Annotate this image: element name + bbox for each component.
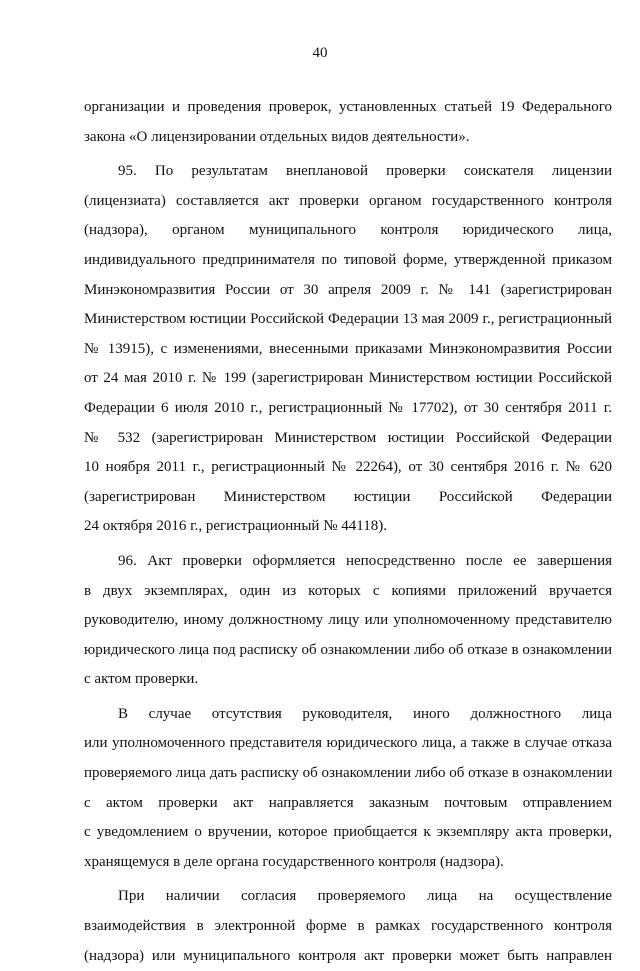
- text-line: Федерации 6 июля 2010 г., регистрационный № 17702), от 30 сентября 2011 г.: [84, 399, 612, 416]
- text-line: с актом проверки акт направляется заказным почтовым отправлением: [84, 794, 612, 811]
- text-line: в двух экземплярах, один из которых с копиями приложений вручается: [84, 582, 612, 599]
- text-line: (надзора), органом муниципального контроля юридического лица,: [84, 222, 612, 239]
- text-line: хранящемуся в деле органа государственного контроля (надзора).: [84, 853, 504, 870]
- text-line: взаимодействия в электронной форме в рамках государственного контроля: [84, 918, 612, 935]
- text-line: (зарегистрирован Министерством юстиции Российской Федерации: [84, 488, 612, 505]
- text-line: (лицензиата) составляется акт проверки органом государственного контроля: [84, 192, 612, 209]
- text-line: В случае отсутствия руководителя, иного должностного лица: [118, 705, 612, 722]
- paragraph: [84, 700, 612, 878]
- text-line: 95. По результатам внеплановой проверки соискателя лицензии: [118, 163, 612, 180]
- text-line: от 24 мая 2010 г. № 199 (зарегистрирован Министерством юстиции Российской: [84, 370, 612, 387]
- text-line: проверяемого лица дать расписку об ознакомлении либо об отказе в ознакомлении: [84, 765, 612, 782]
- text-line: с уведомлением о вручении, которое приобщается к экземпляру акта проверки,: [84, 824, 612, 841]
- text-line: Минэкономразвития России от 30 апреля 2009 г. № 141 (зарегистрирован: [84, 281, 612, 298]
- text-line: закона «О лицензировании отдельных видов деятельности».: [84, 128, 470, 145]
- text-line: 10 ноября 2011 г., регистрационный № 22264), от 30 сентября 2016 г. № 620: [84, 459, 612, 476]
- text-line: При наличии согласия проверяемого лица на осуществление: [118, 888, 612, 905]
- paragraph: [84, 93, 612, 152]
- text-line: Министерством юстиции Российской Федерации 13 мая 2009 г., регистрационный: [84, 311, 612, 328]
- text-line: № 13915), с изменениями, внесенными приказами Минэкономразвития России: [84, 340, 612, 357]
- text-line: организации и проведения проверок, установленных статьей 19 Федерального: [84, 99, 612, 115]
- paragraph: [84, 882, 612, 971]
- text-line: юридического лица под расписку об ознакомлении либо об отказе в ознакомлении: [84, 641, 612, 658]
- text-line: № 532 (зарегистрирован Министерством юстиции Российской Федерации: [84, 429, 612, 446]
- text-line: с актом проверки.: [84, 671, 199, 688]
- paragraph: [84, 547, 612, 695]
- text-line: индивидуального предпринимателя по типовой форме, утвержденной приказом: [84, 251, 612, 268]
- text-line: 96. Акт проверки оформляется непосредственно после ее завершения: [118, 552, 612, 569]
- paragraph: [84, 157, 612, 542]
- document-body: [84, 93, 612, 971]
- text-line: или уполномоченного представителя юридического лица, а также в случае отказа: [84, 735, 612, 752]
- text-line: 24 октября 2016 г., регистрационный № 44118).: [84, 518, 387, 535]
- text-line: руководителю, иному должностному лицу или уполномоченному представителю: [84, 612, 612, 629]
- text-line: (надзора) или муниципального контроля акт проверки может быть направлен: [84, 947, 612, 964]
- page-number: 40: [312, 45, 328, 61]
